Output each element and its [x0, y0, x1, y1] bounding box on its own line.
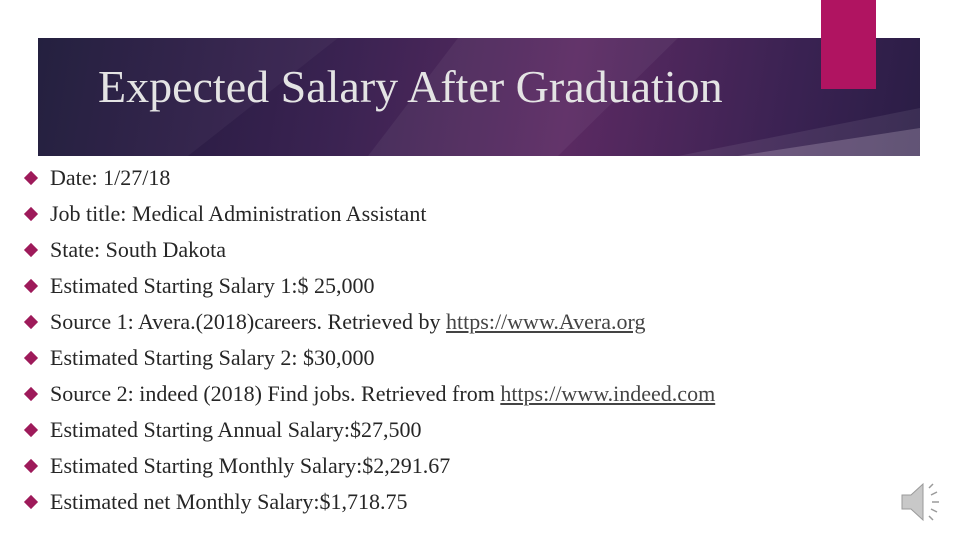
bullet-text: Date: 1/27/18: [50, 165, 171, 190]
bullet-text: Estimated net Monthly Salary:$1,718.75: [50, 489, 408, 514]
bullet-salary-2: [22, 340, 715, 376]
source-1-link[interactable]: https://www.Avera.org: [446, 309, 646, 334]
bullet-text: Estimated Starting Monthly Salary:$2,291.67: [50, 453, 451, 478]
title-banner: [38, 38, 920, 156]
accent-block: [821, 0, 876, 89]
diamond-icon: [24, 315, 38, 329]
speaker-icon[interactable]: [896, 478, 948, 526]
bullet-text: Estimated Starting Salary 1:$ 25,000: [50, 273, 375, 298]
slide-title: Expected Salary After Graduation: [98, 61, 723, 112]
bullet-text: Estimated Starting Annual Salary:$27,500: [50, 417, 422, 442]
diamond-icon: [24, 387, 38, 401]
bullet-list: [22, 160, 715, 520]
bullet-text: Source 1: Avera.(2018)careers. Retrieved by: [50, 309, 447, 334]
bullet-net-monthly-salary: [22, 484, 715, 520]
bullet-text: State: South Dakota: [50, 237, 226, 262]
bullet-text: Job title: Medical Administration Assistant: [50, 201, 427, 226]
bullet-date: [22, 160, 715, 196]
diamond-icon: [24, 351, 38, 365]
diamond-icon: [24, 243, 38, 257]
bullet-state: [22, 232, 715, 268]
bullet-salary-1: [22, 268, 715, 304]
bullet-monthly-salary: [22, 448, 715, 484]
bullet-source-1: [22, 304, 715, 340]
bullet-annual-salary: [22, 412, 715, 448]
bullet-job-title: [22, 196, 715, 232]
source-2-link[interactable]: https://www.indeed.com: [500, 381, 716, 406]
bullet-text: Source 2: indeed (2018) Find jobs. Retrieved from: [50, 381, 501, 406]
bullet-text: Estimated Starting Salary 2: $30,000: [50, 345, 375, 370]
diamond-icon: [24, 423, 38, 437]
diamond-icon: [24, 459, 38, 473]
bullet-source-2: [22, 376, 715, 412]
diamond-icon: [24, 495, 38, 509]
diamond-icon: [24, 207, 38, 221]
diamond-icon: [24, 171, 38, 185]
diamond-icon: [24, 279, 38, 293]
